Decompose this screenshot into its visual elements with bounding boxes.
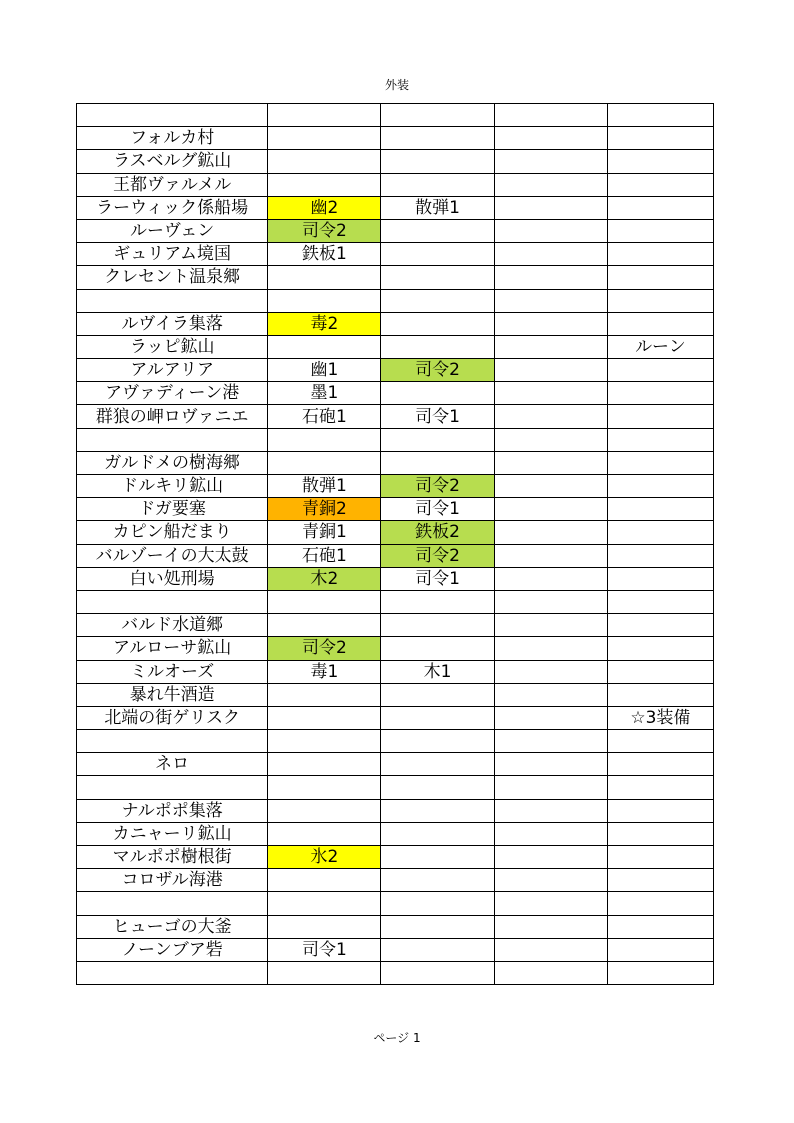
item-cell[interactable]: 散弾1	[381, 196, 494, 219]
table-row	[77, 173, 714, 196]
item-cell[interactable]	[607, 660, 713, 683]
item-cell[interactable]	[607, 428, 713, 451]
location-name-cell[interactable]: ルーヴェン	[77, 219, 268, 242]
item-cell[interactable]	[494, 335, 607, 358]
item-cell[interactable]	[607, 683, 713, 706]
table-row	[77, 219, 714, 242]
item-cell[interactable]	[268, 335, 381, 358]
item-cell[interactable]	[381, 822, 494, 845]
location-name-cell[interactable]: 暴れ牛酒造	[77, 683, 268, 706]
item-cell[interactable]: 司令1	[381, 567, 494, 590]
item-cell[interactable]	[381, 799, 494, 822]
table-row	[77, 753, 714, 776]
table-row	[77, 359, 714, 382]
item-cell[interactable]	[381, 869, 494, 892]
location-name-cell[interactable]: ラッピ鉱山	[77, 335, 268, 358]
item-cell[interactable]	[607, 614, 713, 637]
item-cell[interactable]: 毒1	[268, 660, 381, 683]
item-cell[interactable]: 鉄板2	[381, 521, 494, 544]
page-footer: ページ 1	[373, 1031, 421, 1045]
item-cell[interactable]	[494, 637, 607, 660]
item-cell[interactable]	[494, 590, 607, 613]
location-name-cell[interactable]: マルポポ樹根街	[77, 846, 268, 869]
item-cell[interactable]	[494, 706, 607, 729]
item-cell[interactable]	[607, 822, 713, 845]
location-name-cell[interactable]	[77, 961, 268, 984]
table-row	[77, 730, 714, 753]
item-cell[interactable]	[494, 683, 607, 706]
item-cell[interactable]: 幽1	[268, 359, 381, 382]
location-name-cell[interactable]: ラーウィック係船場	[77, 196, 268, 219]
item-cell[interactable]: ルーン	[607, 335, 713, 358]
item-cell[interactable]	[381, 637, 494, 660]
item-cell[interactable]	[607, 637, 713, 660]
item-cell[interactable]	[268, 173, 381, 196]
table-row	[77, 335, 714, 358]
location-name-cell[interactable]: ヒューゴの大釜	[77, 915, 268, 938]
location-name-cell[interactable]: バルド水道郷	[77, 614, 268, 637]
item-cell[interactable]	[268, 961, 381, 984]
table-row	[77, 660, 714, 683]
item-cell[interactable]	[494, 892, 607, 915]
item-cell[interactable]	[268, 289, 381, 312]
item-cell[interactable]: 司令2	[381, 475, 494, 498]
table-row	[77, 382, 714, 405]
item-cell[interactable]	[268, 776, 381, 799]
table-row	[77, 938, 714, 961]
item-cell[interactable]	[381, 173, 494, 196]
location-name-cell[interactable]	[77, 289, 268, 312]
location-name-cell[interactable]: ネロ	[77, 753, 268, 776]
table-row	[77, 312, 714, 335]
location-name-cell[interactable]	[77, 428, 268, 451]
item-cell[interactable]	[494, 359, 607, 382]
item-cell[interactable]	[268, 104, 381, 127]
item-cell[interactable]	[607, 405, 713, 428]
item-cell[interactable]	[494, 127, 607, 150]
item-cell[interactable]	[494, 799, 607, 822]
item-cell[interactable]	[607, 961, 713, 984]
item-cell[interactable]	[607, 451, 713, 474]
table-row	[77, 590, 714, 613]
item-cell[interactable]	[494, 660, 607, 683]
location-name-cell[interactable]: クレセント温泉郷	[77, 266, 268, 289]
item-cell[interactable]: 墨1	[268, 382, 381, 405]
item-cell[interactable]	[268, 614, 381, 637]
table-row	[77, 776, 714, 799]
item-cell[interactable]	[268, 869, 381, 892]
item-cell[interactable]	[607, 915, 713, 938]
location-name-cell[interactable]: コロザル海港	[77, 869, 268, 892]
item-cell[interactable]: 石砲1	[268, 544, 381, 567]
item-cell[interactable]	[607, 475, 713, 498]
item-cell[interactable]	[381, 428, 494, 451]
location-name-cell[interactable]: ガルドメの樹海郷	[77, 451, 268, 474]
item-cell[interactable]	[381, 219, 494, 242]
location-name-cell[interactable]: カニャーリ鉱山	[77, 822, 268, 845]
table-row	[77, 451, 714, 474]
location-name-cell[interactable]: 群狼の岬ロヴァニエ	[77, 405, 268, 428]
item-cell[interactable]	[381, 683, 494, 706]
item-cell[interactable]	[494, 173, 607, 196]
table-row	[77, 846, 714, 869]
item-cell[interactable]	[494, 266, 607, 289]
location-name-cell[interactable]: ナルポポ集落	[77, 799, 268, 822]
item-cell[interactable]	[494, 938, 607, 961]
location-name-cell[interactable]: ギュリアム境国	[77, 243, 268, 266]
item-cell[interactable]	[268, 915, 381, 938]
item-cell[interactable]	[381, 335, 494, 358]
item-cell[interactable]	[381, 776, 494, 799]
item-cell[interactable]	[268, 730, 381, 753]
item-cell[interactable]	[607, 846, 713, 869]
item-cell[interactable]	[607, 219, 713, 242]
item-cell[interactable]	[381, 938, 494, 961]
item-cell[interactable]	[494, 243, 607, 266]
table-row	[77, 614, 714, 637]
item-cell[interactable]	[607, 266, 713, 289]
item-cell[interactable]	[494, 498, 607, 521]
table-body	[77, 104, 714, 985]
item-cell[interactable]	[381, 614, 494, 637]
item-cell[interactable]	[494, 405, 607, 428]
table-row	[77, 127, 714, 150]
item-cell[interactable]	[268, 683, 381, 706]
item-cell[interactable]	[607, 730, 713, 753]
item-cell[interactable]	[268, 892, 381, 915]
item-cell[interactable]: 鉄板1	[268, 243, 381, 266]
item-cell[interactable]	[607, 150, 713, 173]
item-cell[interactable]	[607, 590, 713, 613]
item-cell[interactable]: 石砲1	[268, 405, 381, 428]
item-cell[interactable]: 司令2	[381, 544, 494, 567]
item-cell[interactable]	[494, 822, 607, 845]
item-cell[interactable]	[381, 266, 494, 289]
item-cell[interactable]	[494, 150, 607, 173]
item-cell[interactable]	[607, 104, 713, 127]
location-name-cell[interactable]: ルヴイラ集落	[77, 312, 268, 335]
location-name-cell[interactable]: アルローサ鉱山	[77, 637, 268, 660]
table-row	[77, 961, 714, 984]
table-row	[77, 915, 714, 938]
table-row	[77, 799, 714, 822]
item-cell[interactable]	[381, 846, 494, 869]
item-cell[interactable]	[607, 869, 713, 892]
item-cell[interactable]	[494, 382, 607, 405]
table-row	[77, 683, 714, 706]
item-cell[interactable]: 幽2	[268, 196, 381, 219]
item-cell[interactable]	[494, 289, 607, 312]
item-cell[interactable]	[268, 451, 381, 474]
item-cell[interactable]	[268, 428, 381, 451]
item-cell[interactable]	[381, 243, 494, 266]
location-name-cell[interactable]	[77, 892, 268, 915]
item-cell[interactable]: 散弾1	[268, 475, 381, 498]
item-cell[interactable]	[381, 382, 494, 405]
item-cell[interactable]	[607, 127, 713, 150]
item-cell[interactable]: 司令2	[381, 359, 494, 382]
item-cell[interactable]	[607, 567, 713, 590]
item-cell[interactable]	[494, 961, 607, 984]
table-row	[77, 150, 714, 173]
item-cell[interactable]	[494, 196, 607, 219]
item-cell[interactable]	[607, 289, 713, 312]
table-row	[77, 196, 714, 219]
location-name-cell[interactable]: 北端の街ゲリスク	[77, 706, 268, 729]
item-cell[interactable]: 氷2	[268, 846, 381, 869]
item-cell[interactable]	[381, 127, 494, 150]
item-cell[interactable]	[381, 289, 494, 312]
item-cell[interactable]	[268, 127, 381, 150]
item-cell[interactable]	[607, 776, 713, 799]
item-cell[interactable]	[494, 730, 607, 753]
spreadsheet-table	[76, 103, 714, 985]
item-cell[interactable]	[494, 776, 607, 799]
item-cell[interactable]	[381, 590, 494, 613]
item-cell[interactable]	[268, 753, 381, 776]
item-cell[interactable]	[381, 961, 494, 984]
item-cell[interactable]	[607, 799, 713, 822]
table-row	[77, 567, 714, 590]
item-cell[interactable]	[607, 521, 713, 544]
table-row	[77, 405, 714, 428]
table-row	[77, 822, 714, 845]
item-cell[interactable]: 司令2	[268, 219, 381, 242]
item-cell[interactable]	[268, 590, 381, 613]
item-cell[interactable]	[494, 753, 607, 776]
location-name-cell[interactable]: ラスベルグ鉱山	[77, 150, 268, 173]
item-cell[interactable]	[268, 799, 381, 822]
item-cell[interactable]: 青銅1	[268, 521, 381, 544]
item-cell[interactable]	[494, 846, 607, 869]
item-cell[interactable]	[268, 150, 381, 173]
item-cell[interactable]	[381, 730, 494, 753]
location-name-cell[interactable]	[77, 730, 268, 753]
item-cell[interactable]	[268, 266, 381, 289]
table-row	[77, 498, 714, 521]
table-row	[77, 892, 714, 915]
location-name-cell[interactable]: アヴァディーン港	[77, 382, 268, 405]
table-row	[77, 266, 714, 289]
location-name-cell[interactable]: カピン船だまり	[77, 521, 268, 544]
item-cell[interactable]	[268, 706, 381, 729]
item-cell[interactable]: 木2	[268, 567, 381, 590]
item-cell[interactable]	[607, 359, 713, 382]
location-name-cell[interactable]: アルアリア	[77, 359, 268, 382]
item-cell[interactable]	[607, 938, 713, 961]
item-cell[interactable]	[607, 312, 713, 335]
item-cell[interactable]	[607, 892, 713, 915]
item-cell[interactable]	[494, 219, 607, 242]
location-name-cell[interactable]: 白い処刑場	[77, 567, 268, 590]
table-row	[77, 289, 714, 312]
location-name-cell[interactable]: ドガ要塞	[77, 498, 268, 521]
location-name-cell[interactable]: フォルカ村	[77, 127, 268, 150]
item-cell[interactable]: 司令1	[381, 498, 494, 521]
item-cell[interactable]	[607, 753, 713, 776]
location-name-cell[interactable]	[77, 104, 268, 127]
location-name-cell[interactable]: ミルオーズ	[77, 660, 268, 683]
item-cell[interactable]: 毒2	[268, 312, 381, 335]
item-cell[interactable]: 司令1	[268, 938, 381, 961]
location-name-cell[interactable]	[77, 776, 268, 799]
item-cell[interactable]	[607, 382, 713, 405]
table-row	[77, 544, 714, 567]
location-name-cell[interactable]: ノーンブア砦	[77, 938, 268, 961]
item-cell[interactable]: 青銅2	[268, 498, 381, 521]
item-cell[interactable]	[494, 567, 607, 590]
location-name-cell[interactable]: ドルキリ鉱山	[77, 475, 268, 498]
item-cell[interactable]	[381, 706, 494, 729]
item-cell[interactable]	[381, 892, 494, 915]
item-cell[interactable]	[494, 475, 607, 498]
item-cell[interactable]	[494, 544, 607, 567]
item-cell[interactable]	[494, 869, 607, 892]
item-cell[interactable]: 司令1	[381, 405, 494, 428]
item-cell[interactable]	[607, 544, 713, 567]
item-cell[interactable]	[607, 196, 713, 219]
item-cell[interactable]	[494, 915, 607, 938]
table-row	[77, 428, 714, 451]
location-name-cell[interactable]: 王都ヴァルメル	[77, 173, 268, 196]
table-row	[77, 637, 714, 660]
item-cell[interactable]	[381, 104, 494, 127]
table-row	[77, 243, 714, 266]
item-cell[interactable]	[607, 173, 713, 196]
location-name-cell[interactable]	[77, 590, 268, 613]
item-cell[interactable]	[607, 498, 713, 521]
item-cell[interactable]: 司令2	[268, 637, 381, 660]
location-name-cell[interactable]: バルゾーイの大太鼓	[77, 544, 268, 567]
item-cell[interactable]	[494, 614, 607, 637]
table-row	[77, 475, 714, 498]
item-cell[interactable]	[494, 104, 607, 127]
table-row	[77, 521, 714, 544]
item-cell[interactable]	[381, 150, 494, 173]
item-cell[interactable]	[268, 822, 381, 845]
item-cell[interactable]	[494, 521, 607, 544]
item-cell[interactable]	[494, 428, 607, 451]
item-cell[interactable]: 木1	[381, 660, 494, 683]
item-cell[interactable]	[381, 312, 494, 335]
page-header: 外装	[384, 78, 409, 92]
table-row	[77, 706, 714, 729]
item-cell[interactable]	[381, 451, 494, 474]
table-row	[77, 869, 714, 892]
item-cell[interactable]: ☆3装備	[607, 706, 713, 729]
item-cell[interactable]	[494, 312, 607, 335]
item-cell[interactable]	[381, 915, 494, 938]
item-cell[interactable]	[494, 451, 607, 474]
item-cell[interactable]	[607, 243, 713, 266]
table-row	[77, 104, 714, 127]
item-cell[interactable]	[381, 753, 494, 776]
